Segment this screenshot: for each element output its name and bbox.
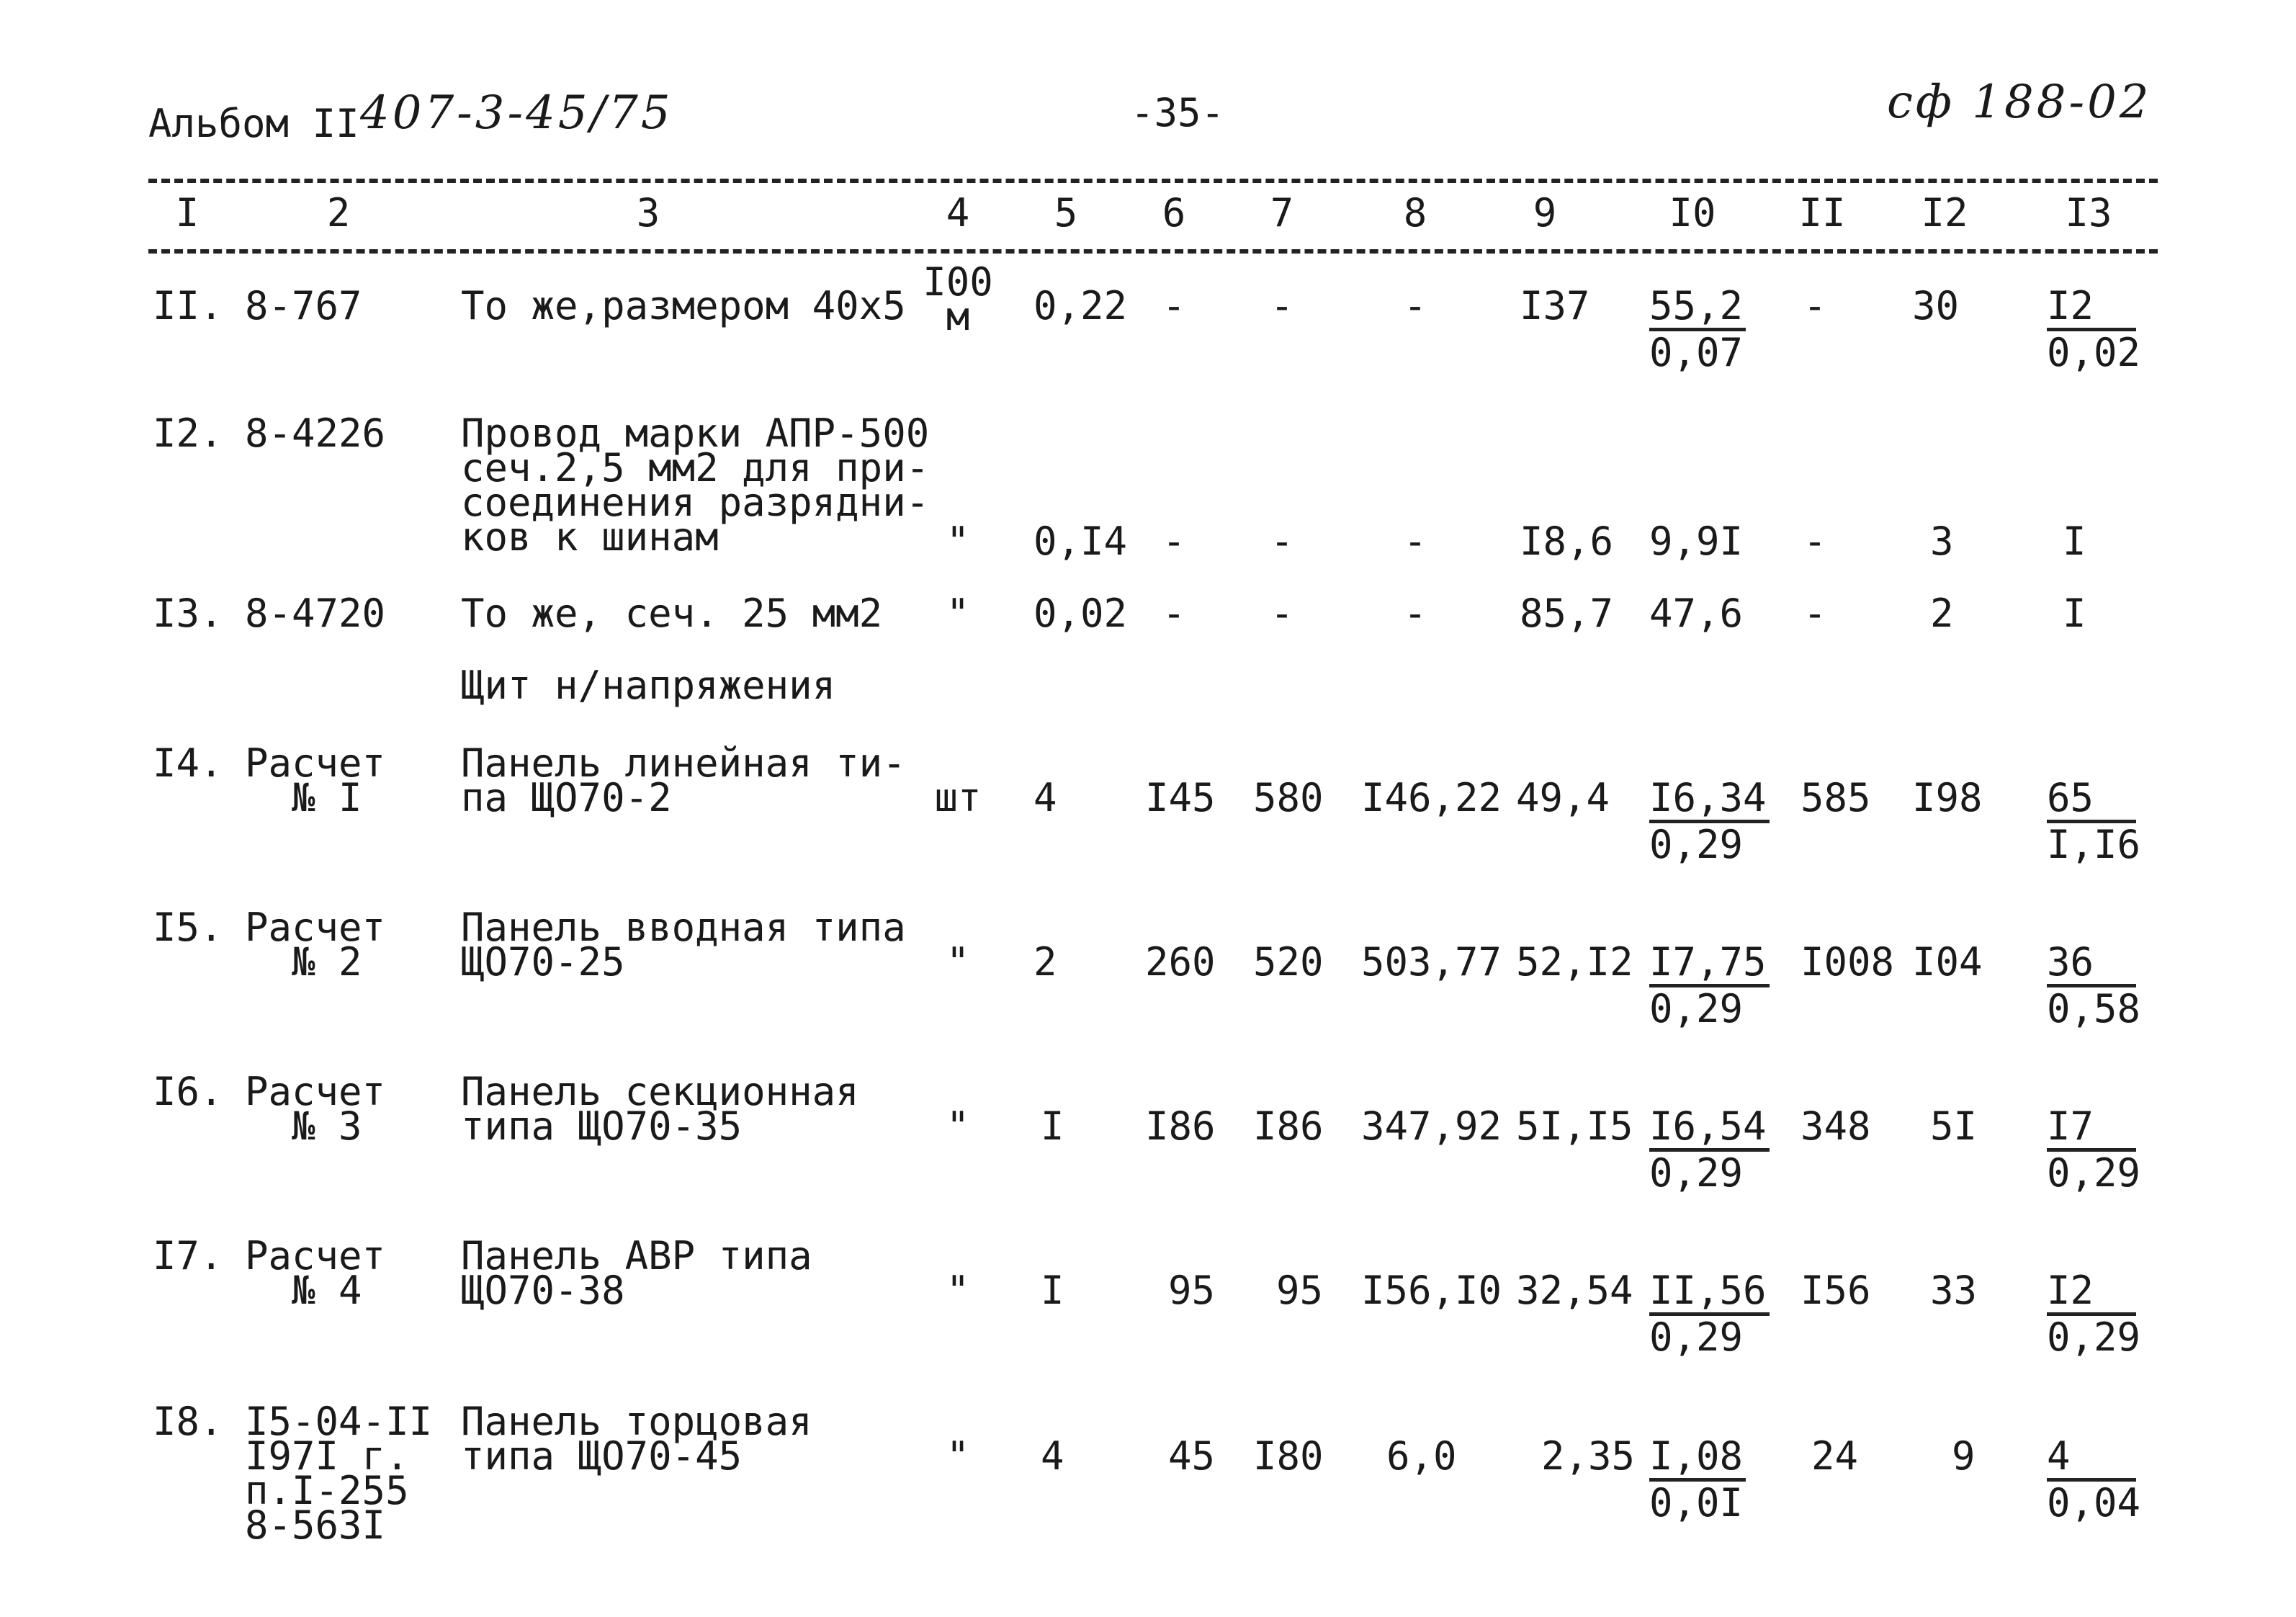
row-col6: - <box>1162 283 1186 328</box>
fraction-numerator: I2 <box>2047 285 2136 331</box>
row-number: I2. <box>153 411 223 456</box>
fraction-denominator: 0,58 <box>2047 986 2141 1031</box>
row-col6: I86 <box>1145 1103 1216 1149</box>
row-col10 <box>1649 285 1746 375</box>
fraction-denominator: 0,02 <box>2047 330 2141 375</box>
row-col9: 2,35 <box>1541 1433 1636 1479</box>
row-code: 8-4226 <box>245 411 386 456</box>
column-header-8: 8 <box>1403 190 1427 236</box>
table-header-rule <box>148 249 2158 254</box>
row-col6: 260 <box>1145 939 1216 985</box>
row-col5: 0,02 <box>1033 591 1128 636</box>
row-col5: 0,I4 <box>1033 519 1128 564</box>
fraction-numerator: I2 <box>2047 1269 2136 1316</box>
column-header-9: 9 <box>1533 190 1557 236</box>
row-number: I3. <box>153 591 223 636</box>
column-header-7: 7 <box>1270 190 1294 236</box>
album-code: 407-3-45/75 <box>360 86 673 140</box>
row-col7: 520 <box>1253 939 1324 985</box>
row-number: I6. <box>153 1069 223 1114</box>
row-name: Панель секционная типа ЩО70-35 <box>461 1069 859 1149</box>
row-col13: I <box>2063 519 2086 564</box>
row-col7: - <box>1270 591 1294 636</box>
row-col9: 49,4 <box>1516 775 1610 820</box>
row-col13 <box>2047 285 2140 375</box>
fraction-numerator: II,56 <box>1649 1269 1770 1316</box>
row-col5: I <box>1041 1103 1064 1149</box>
row-unit: " <box>946 519 970 564</box>
page-number: -35- <box>1131 90 1225 135</box>
row-col12: I98 <box>1912 775 1983 820</box>
row-col9: 52,I2 <box>1516 939 1633 985</box>
row-col9: I37 <box>1520 283 1590 328</box>
fraction-numerator: I6,34 <box>1649 776 1770 823</box>
row-col9: 32,54 <box>1516 1268 1633 1313</box>
fraction-numerator: 55,2 <box>1649 285 1746 331</box>
row-col8: 6,0 <box>1386 1433 1457 1479</box>
fraction-denominator: 0,29 <box>2047 1150 2141 1196</box>
fraction-numerator: I7,75 <box>1649 941 1770 987</box>
row-col13 <box>2047 1269 2140 1359</box>
fraction-numerator: I7 <box>2047 1105 2136 1152</box>
row-unit: " <box>946 1433 970 1479</box>
row-col13 <box>2047 1105 2140 1195</box>
row-name: Панель вводная типа ЩО70-25 <box>461 905 906 985</box>
row-col12: 3 <box>1930 519 1954 564</box>
row-unit: шт <box>934 775 982 820</box>
column-header-2: 2 <box>326 190 351 236</box>
row-unit: I00 м <box>923 259 993 339</box>
column-header-5: 5 <box>1054 190 1078 236</box>
document-code: сф 188-02 <box>1887 76 2152 129</box>
fraction-denominator: 0,0I <box>1649 1480 1744 1526</box>
row-code: Расчет № I <box>245 740 386 820</box>
row-col8: - <box>1403 519 1427 564</box>
row-col5: 4 <box>1041 1433 1064 1479</box>
column-header-1: I <box>175 190 199 236</box>
row-col6: - <box>1162 591 1186 636</box>
row-col11: 348 <box>1801 1103 1871 1149</box>
row-name: То же,размером 40х5 <box>461 283 906 328</box>
row-col7: - <box>1270 519 1294 564</box>
fraction-numerator: 65 <box>2047 776 2136 823</box>
row-col10 <box>1649 1269 1770 1359</box>
row-col6: I45 <box>1145 775 1216 820</box>
row-col10 <box>1649 1435 1746 1525</box>
row-code: I5-04-II I97I г. п.I-255 8-563I <box>245 1399 433 1548</box>
row-col12: I04 <box>1912 939 1983 985</box>
fraction-denominator: 0,29 <box>1649 1314 1744 1360</box>
row-col7: 580 <box>1253 775 1324 820</box>
row-col11: - <box>1803 519 1827 564</box>
row-col10 <box>1649 941 1770 1031</box>
row-col7: I80 <box>1253 1433 1324 1479</box>
fraction-denominator: 0,29 <box>1649 822 1744 867</box>
row-col5: 2 <box>1033 939 1057 985</box>
row-col7: 95 <box>1276 1268 1324 1313</box>
fraction-denominator: 0,29 <box>2047 1314 2141 1360</box>
column-header-6: 6 <box>1162 190 1186 236</box>
row-col10: 9,9I <box>1649 519 1744 564</box>
row-code: Расчет № 3 <box>245 1069 386 1149</box>
row-col6: - <box>1162 519 1186 564</box>
fraction-denominator: 0,29 <box>1649 1150 1744 1196</box>
fraction-numerator: I6,54 <box>1649 1105 1770 1152</box>
row-number: I4. <box>153 740 223 786</box>
row-col11: I008 <box>1801 939 1895 985</box>
row-col12: 5I <box>1930 1103 1978 1149</box>
row-unit: " <box>946 1268 970 1313</box>
row-col11: I56 <box>1801 1268 1871 1313</box>
row-col9: 85,7 <box>1520 591 1614 636</box>
row-col10 <box>1649 1105 1770 1195</box>
row-unit: " <box>946 591 970 636</box>
row-col8: - <box>1403 283 1427 328</box>
row-col6: 95 <box>1168 1268 1216 1313</box>
row-col10: 47,6 <box>1649 591 1744 636</box>
row-name: Панель торцовая типа ЩО70-45 <box>461 1399 812 1479</box>
row-col8: 503,77 <box>1361 939 1502 985</box>
fraction-denominator: 0,29 <box>1649 986 1744 1031</box>
row-col8: I46,22 <box>1361 775 1502 820</box>
row-number: I5. <box>153 905 223 950</box>
fraction-denominator: 0,04 <box>2047 1480 2141 1526</box>
table-top-rule <box>148 179 2158 183</box>
column-header-10: I0 <box>1669 190 1716 236</box>
row-code: 8-4720 <box>245 591 386 636</box>
column-header-4: 4 <box>946 190 970 236</box>
column-header-13: I3 <box>2065 190 2112 236</box>
row-col7: I86 <box>1253 1103 1324 1149</box>
row-col10 <box>1649 776 1770 866</box>
row-col11: 585 <box>1801 775 1871 820</box>
column-header-11: II <box>1798 190 1846 236</box>
row-col13 <box>2047 1435 2140 1525</box>
row-col12: 30 <box>1912 283 1960 328</box>
section-heading: Щит н/напряжения <box>461 663 836 708</box>
row-code: 8-767 <box>245 283 362 328</box>
fraction-denominator: 0,07 <box>1649 330 1744 375</box>
row-code: Расчет № 2 <box>245 905 386 985</box>
row-number: II. <box>153 283 223 328</box>
row-col13: I <box>2063 591 2086 636</box>
row-col9: I8,6 <box>1520 519 1614 564</box>
row-col5: 0,22 <box>1033 283 1128 328</box>
row-name: Провод марки АПР-500 сеч.2,5 мм2 для при- соединения разрядни- ков к шинам <box>461 411 930 560</box>
row-col5: I <box>1041 1268 1064 1313</box>
row-col6: 45 <box>1168 1433 1216 1479</box>
fraction-numerator: I,08 <box>1649 1435 1746 1482</box>
row-col7: - <box>1270 283 1294 328</box>
fraction-numerator: 4 <box>2047 1435 2136 1482</box>
row-col5: 4 <box>1033 775 1057 820</box>
row-col9: 5I,I5 <box>1516 1103 1633 1149</box>
row-name: Панель АВР типа ЩО70-38 <box>461 1233 812 1313</box>
fraction-denominator: I,I6 <box>2047 822 2141 867</box>
row-col11: 24 <box>1811 1433 1859 1479</box>
column-header-12: I2 <box>1921 190 1968 236</box>
row-col12: 9 <box>1952 1433 1976 1479</box>
row-col13 <box>2047 941 2140 1031</box>
row-name: То же, сеч. 25 мм2 <box>461 591 883 636</box>
row-col11: - <box>1803 283 1827 328</box>
album-label: Альбом II <box>148 101 359 146</box>
column-header-3: 3 <box>636 190 660 236</box>
row-number: I8. <box>153 1399 223 1444</box>
fraction-numerator: 36 <box>2047 941 2136 987</box>
row-col12: 33 <box>1930 1268 1978 1313</box>
row-unit: " <box>946 1103 970 1149</box>
row-unit: " <box>946 939 970 985</box>
row-code: Расчет № 4 <box>245 1233 386 1313</box>
row-number: I7. <box>153 1233 223 1278</box>
row-col8: 347,92 <box>1361 1103 1502 1149</box>
row-col8: I56,I0 <box>1361 1268 1502 1313</box>
row-col8: - <box>1403 591 1427 636</box>
row-col11: - <box>1803 591 1827 636</box>
row-col12: 2 <box>1930 591 1954 636</box>
row-col13 <box>2047 776 2140 866</box>
row-name: Панель линейная ти- па ЩО70-2 <box>461 740 906 820</box>
